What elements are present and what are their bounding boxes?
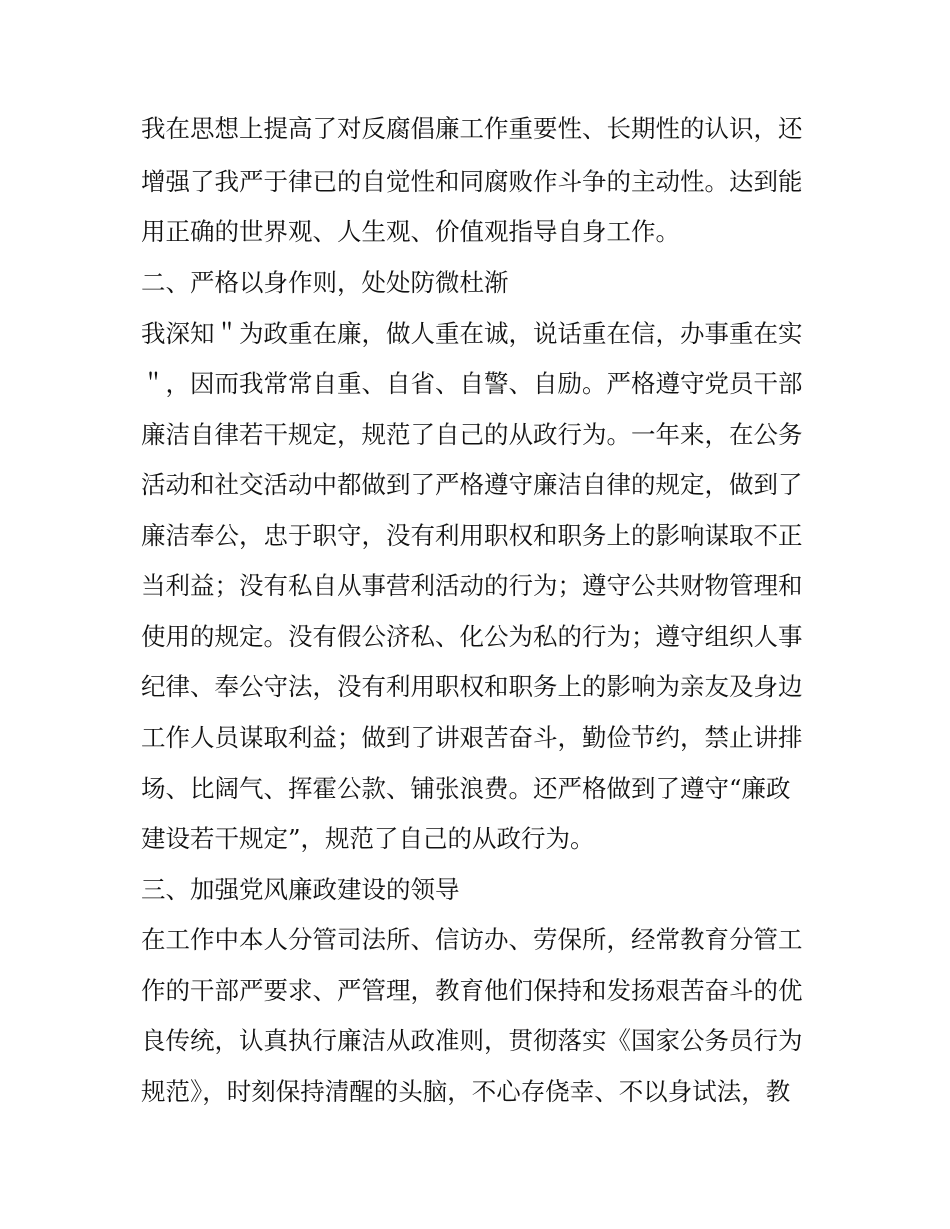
paragraph-line: 使用的规定。没有假公济私、化公为私的行为；遵守组织人事	[141, 622, 803, 651]
paragraph-line: 用正确的世界观、人生观、价值观指导自身工作。	[141, 217, 680, 246]
paragraph-line: 纪律、奉公守法，没有利用职权和职务上的影响为亲友及身边	[141, 672, 803, 701]
paragraph-line: 作的干部严要求、严管理，教育他们保持和发扬艰苦奋斗的优	[141, 976, 803, 1005]
paragraph-line: 工作人员谋取利益；做到了讲艰苦奋斗，勤俭节约，禁止讲排	[141, 723, 803, 752]
section-heading: 三、加强党风廉政建设的领导	[141, 875, 460, 904]
paragraph-line: 场、比阔气、挥霍公款、铺张浪费。还严格做到了遵守“廉政	[141, 774, 791, 803]
paragraph-line: 建设若干规定”，规范了自己的从政行为。	[141, 824, 595, 853]
paragraph-line: 活动和社交活动中都做到了严格遵守廉洁自律的规定，做到了	[141, 470, 803, 499]
paragraph-line: 我深知＂为政重在廉，做人重在诚，说话重在信，办事重在实	[141, 319, 803, 348]
paragraph-line: 良传统，认真执行廉洁从政准则，贯彻落实《国家公务员行为	[141, 1026, 803, 1055]
paragraph-line: 廉洁奉公，忠于职守，没有利用职权和职务上的影响谋取不正	[141, 521, 803, 550]
paragraph-line: 我在思想上提高了对反腐倡廉工作重要性、长期性的认识，还	[141, 114, 803, 143]
paragraph-line: 增强了我严于律已的自觉性和同腐败作斗争的主动性。达到能	[141, 167, 803, 196]
paragraph-line: 在工作中本人分管司法所、信访办、劳保所，经常教育分管工	[141, 925, 803, 954]
paragraph-line: 规范》，时刻保持清醒的头脑，不心存侥幸、不以身试法，教	[141, 1077, 791, 1106]
paragraph-line: 当利益；没有私自从事营利活动的行为；遵守公共财物管理和	[141, 571, 803, 600]
section-heading: 二、严格以身作则，处处防微杜渐	[141, 268, 509, 297]
paragraph-line: ＂，因而我常常自重、自省、自警、自励。严格遵守党员干部	[141, 369, 803, 398]
paragraph-line: 廉洁自律若干规定，规范了自己的从政行为。一年来，在公务	[141, 420, 803, 449]
